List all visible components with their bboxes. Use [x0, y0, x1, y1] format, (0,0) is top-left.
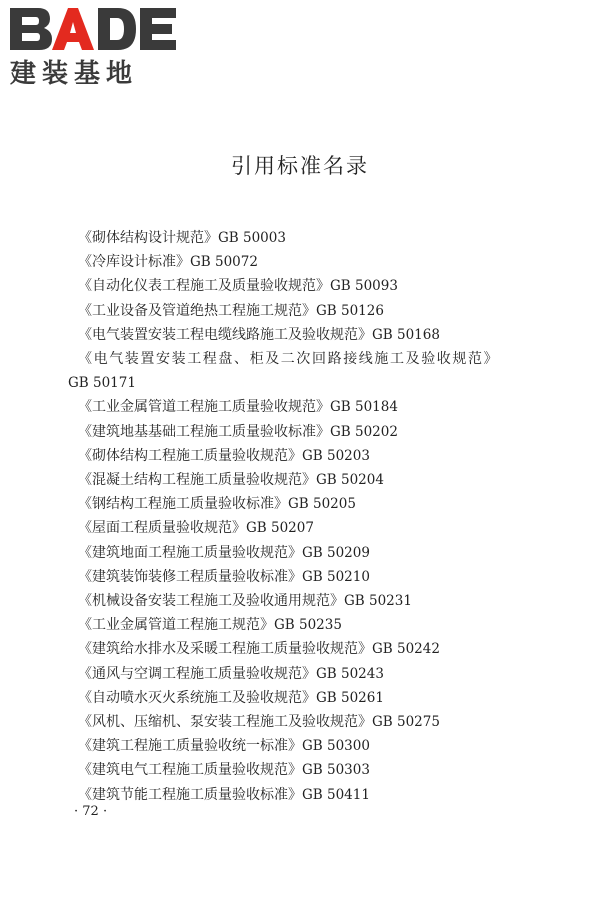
reference-item: [68, 710, 538, 734]
reference-code: GB 50235: [274, 617, 342, 634]
brand-logo: [8, 2, 180, 86]
reference-item: [68, 468, 538, 492]
reference-item: [68, 395, 538, 419]
reference-title: 《工业金属管道工程施工规范》: [78, 617, 274, 634]
reference-title: 《建筑装饰装修工程质量验收标准》: [78, 568, 302, 585]
reference-code: GB 50300: [302, 738, 370, 755]
reference-code: GB 50210: [302, 568, 370, 585]
reference-code: GB 50275: [372, 714, 440, 731]
reference-title: 《风机、压缩机、泵安装工程施工及验收规范》: [78, 714, 372, 731]
reference-title: 《电气装置安装工程电缆线路施工及验收规范》: [78, 326, 372, 343]
reference-code: GB 50209: [302, 544, 370, 561]
reference-title: 《电气装置安装工程盘、柜及二次回路接线施工及验收规范》: [78, 351, 500, 368]
reference-title: 《自动喷水灭火系统施工及验收规范》: [78, 689, 316, 706]
reference-item: [68, 274, 538, 298]
reference-item: [68, 299, 538, 323]
reference-item: [68, 637, 538, 661]
reference-item: [68, 250, 538, 274]
reference-item: [68, 613, 538, 637]
reference-title: 《砌体结构工程施工质量验收规范》: [78, 447, 302, 464]
reference-item: [68, 541, 538, 565]
reference-item: [68, 444, 538, 468]
reference-code: GB 50168: [372, 326, 440, 343]
reference-code: GB 50207: [246, 520, 314, 537]
reference-code: GB 50231: [344, 593, 412, 610]
reference-title: 《自动化仪表工程施工及质量验收规范》: [78, 278, 330, 295]
reference-title: 《建筑地基基础工程施工质量验收标准》: [78, 423, 330, 440]
reference-item: [68, 565, 538, 589]
reference-code: GB 50243: [316, 665, 384, 682]
reference-title: 《建筑电气工程施工质量验收规范》: [78, 762, 302, 779]
reference-item: [68, 783, 538, 807]
reference-item: [68, 420, 538, 444]
reference-item: [68, 662, 538, 686]
reference-code: GB 50171: [68, 375, 136, 392]
reference-title: 《建筑节能工程施工质量验收标准》: [78, 786, 302, 803]
reference-item: [68, 734, 538, 758]
reference-code: GB 50205: [288, 496, 356, 513]
reference-title: 《砌体结构设计规范》: [78, 230, 218, 246]
reference-item: [68, 589, 538, 613]
reference-code: GB 50003: [218, 230, 286, 246]
reference-list: [68, 226, 538, 807]
page-title: 引用标准名录: [231, 154, 369, 178]
reference-code: GB 50303: [302, 762, 370, 779]
reference-item: [68, 686, 538, 710]
reference-code: GB 50203: [302, 447, 370, 464]
reference-item: [68, 226, 538, 250]
reference-code: GB 50184: [330, 399, 398, 416]
reference-title: 《冷库设计标准》: [78, 254, 190, 271]
logo-graphic: [8, 2, 180, 86]
reference-code: GB 50261: [316, 689, 384, 706]
reference-title: 《钢结构工程施工质量验收标准》: [78, 496, 288, 513]
reference-title: 《建筑给水排水及采暖工程施工质量验收规范》: [78, 641, 372, 658]
reference-code: GB 50204: [316, 472, 384, 489]
reference-code: GB 50242: [372, 641, 440, 658]
reference-code: GB 50411: [302, 786, 370, 803]
reference-code: GB 50072: [190, 254, 258, 271]
reference-title: 《工业设备及管道绝热工程施工规范》: [78, 302, 316, 319]
reference-code: GB 50202: [330, 423, 398, 440]
reference-title: 《通风与空调工程施工质量验收规范》: [78, 665, 316, 682]
reference-item: [68, 323, 538, 347]
reference-code: GB 50093: [330, 278, 398, 295]
reference-title: 《工业金属管道工程施工质量验收规范》: [78, 399, 330, 416]
reference-title: 《机械设备安装工程施工及验收通用规范》: [78, 593, 344, 610]
logo-subtitle: 建装基地: [10, 59, 139, 86]
reference-item: [68, 347, 538, 395]
reference-item: [68, 516, 538, 540]
logo-wordmark: [10, 8, 176, 50]
reference-title: 《建筑工程施工质量验收统一标准》: [78, 738, 302, 755]
page-number: · 72 ·: [74, 804, 108, 819]
reference-item: [68, 758, 538, 782]
reference-title: 《建筑地面工程施工质量验收规范》: [78, 544, 302, 561]
reference-code: GB 50126: [316, 302, 384, 319]
reference-title: 《混凝土结构工程施工质量验收规范》: [78, 472, 316, 489]
reference-item: [68, 492, 538, 516]
reference-title: 《屋面工程质量验收规范》: [78, 520, 246, 537]
